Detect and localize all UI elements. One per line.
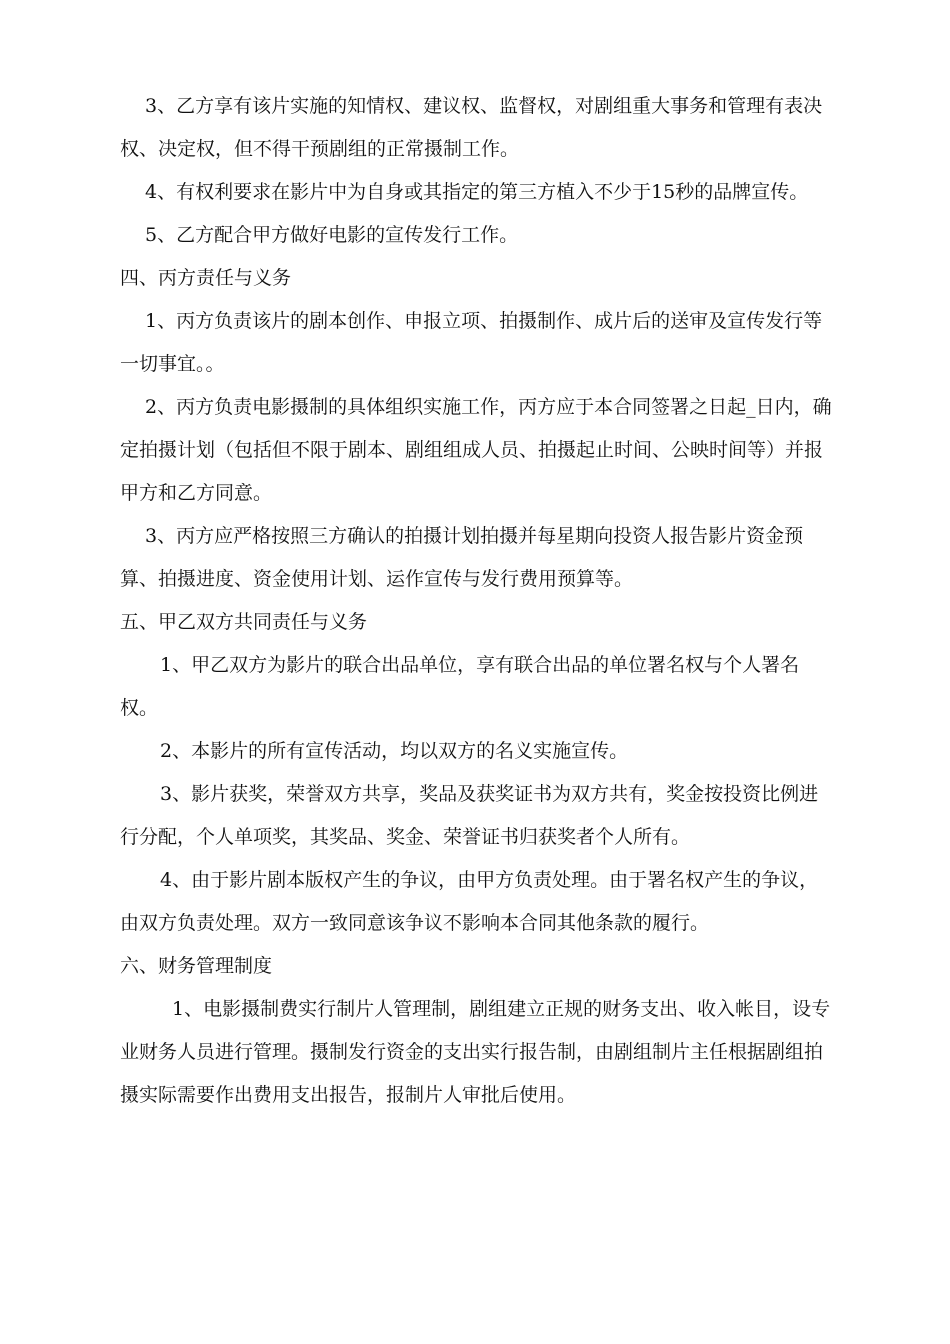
clause-d1: 1、甲乙双方为影片的联合出品单位，享有联合出品的单位署名权与个人署名权。 <box>120 654 800 719</box>
document-body <box>120 85 835 1117</box>
clause-b3: 3、乙方享有该片实施的知情权、建议权、监督权，对剧组重大事务和管理有表决权、决定权，但不得干预剧组的正常摄制工作。 <box>120 95 823 160</box>
section-heading-5: 五、甲乙双方共同责任与义务 <box>120 611 368 633</box>
clause-d3: 3、影片获奖，荣誉双方共享，奖品及获奖证书为双方共有，奖金按投资比例进行分配，个人单项奖，其奖品、奖金、荣誉证书归获奖者个人所有。 <box>120 783 819 848</box>
section-heading-4: 四、丙方责任与义务 <box>120 267 292 289</box>
clause-b5: 5、乙方配合甲方做好电影的宣传发行工作。 <box>145 224 519 246</box>
clause-c3: 3、丙方应严格按照三方确认的拍摄计划拍摄并每星期向投资人报告影片资金预算、拍摄进度、资金使用计划、运作宣传与发行费用预算等。 <box>120 525 804 590</box>
clause-c1: 1、丙方负责该片的剧本创作、申报立项、拍摄制作、成片后的送审及宣传发行等一切事宜。。 <box>120 310 823 375</box>
clause-e1: 1、电影摄制费实行制片人管理制，剧组建立正规的财务支出、收入帐目，设专业财务人员进行管理。摄制发行资金的支出实行报告制，由剧组制片主任根据剧组拍摄实际需要作出费用支出报告，报制片人审批后使用。 <box>120 998 831 1106</box>
section-heading-6: 六、财务管理制度 <box>120 955 273 977</box>
clause-d4: 4、由于影片剧本版权产生的争议，由甲方负责处理。由于署名权产生的争议，由双方负责处理。双方一致同意该争议不影响本合同其他条款的履行。 <box>120 869 819 934</box>
clause-d2: 2、本影片的所有宣传活动，均以双方的名义实施宣传。 <box>160 740 629 762</box>
clause-b4: 4、有权利要求在影片中为自身或其指定的第三方植入不少于15秒的品牌宣传。 <box>145 181 809 203</box>
clause-c2: 2、丙方负责电影摄制的具体组织实施工作，丙方应于本合同签署之日起_日内，确定拍摄计划（包括但不限于剧本、剧组组成人员、拍摄起止时间、公映时间等）并报甲方和乙方同意。 <box>120 396 832 504</box>
